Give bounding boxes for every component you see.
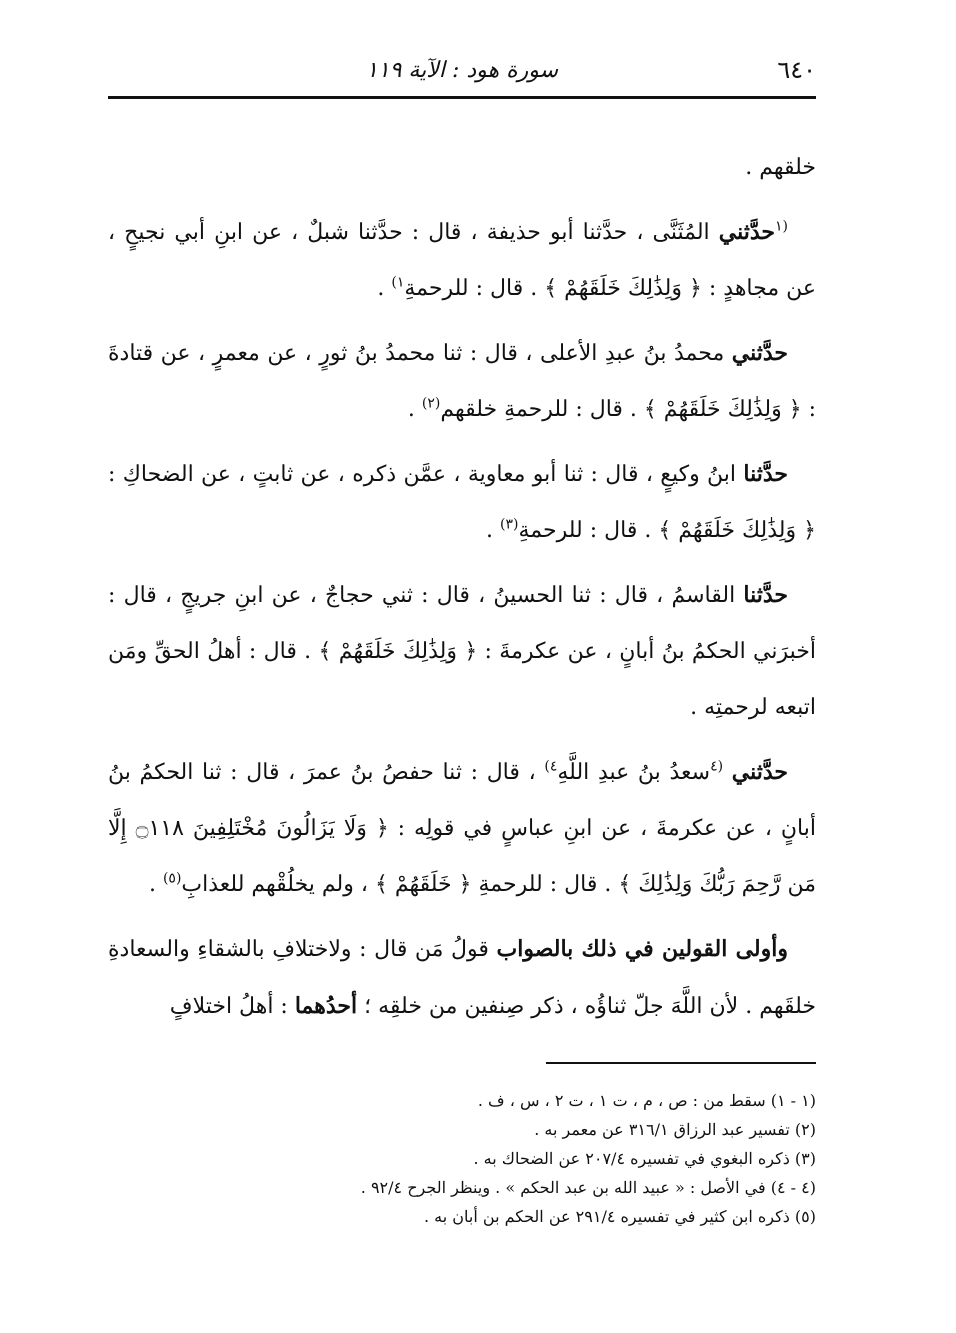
- paragraph-6-text-2: : أهلُ اختلافٍ: [169, 994, 288, 1019]
- footnote-marker-2: (٢): [421, 395, 441, 412]
- paragraph-3-lead: حدَّثنا: [743, 461, 788, 487]
- main-text: [108, 140, 816, 1043]
- paragraph-2-text: محمدُ بنُ عبدِ الأعلى ، قال : ثنا محمدُ بنُ ثورٍ ، عن معمرٍ ، عن قتادةَ : ﴿ وَلِذَٰلِكَ خَلَقَهُمْ ﴾ . قال : للرحمةِ خلقهم: [108, 341, 816, 422]
- paragraph-3: حدَّثنا ابنُ وكيعٍ ، قال : ثنا أبو معاوية ، عمَّن ذكره ، عن ثابتٍ ، عن الضحاكِ : ﴿ وَلِذَٰلِكَ خَلَقَهُمْ ﴾ . قال : للرحمةِ$^{(٣)}$ .: [108, 461, 816, 543]
- paragraph-6-lead: وأولى القولين في ذلك بالصواب: [496, 936, 788, 962]
- header-divider: [108, 96, 816, 99]
- paragraph-5-lead: حدَّثني: [731, 759, 789, 785]
- paragraph-5: حدَّثني $^{(٤}$سعدُ بنُ عبدِ اللَّهِ$^{٤)}$ ، قال : ثنا حفصُ بنُ عمرَ ، قال : ثنا الحكمُ بنُ أبانٍ ، عن عكرمةَ ، عن ابنِ عباسٍ في قولِه : ﴿ وَلَا يَزَالُونَ مُخْتَلِفِينَ ۝١١٨ إِلَّا مَن رَّحِمَ رَبُّكَ وَلِذَٰلِكَ ﴾ . قال : للرحمةِ ﴿ خَلَقَهُمْ ﴾ ، ولم يخلُقْهم للعذابِ$^{(٥)}$ .: [108, 758, 816, 897]
- page-header: [108, 50, 816, 90]
- paragraph-1-text: المُثَنَّى ، حدَّثنا أبو حذيفة ، قال : حدَّثنا شبلٌ ، عن ابنِ أبي نجيحٍ ، عن مجاهدٍ : ﴿ وَلِذَٰلِكَ خَلَقَهُمْ ﴾ . قال : للرحمةِ: [108, 220, 816, 301]
- paragraph-2-lead: حدَّثني: [731, 340, 788, 366]
- paragraph-2: حدَّثني محمدُ بنُ عبدِ الأعلى ، قال : ثنا محمدُ بنُ ثورٍ ، عن معمرٍ ، عن قتادةَ : ﴿ وَلِذَٰلِكَ خَلَقَهُمْ ﴾ . قال : للرحمةِ خلقهم$^{(٢)}$ .: [108, 340, 816, 422]
- paragraph-6-bold: أحدُهما: [294, 993, 358, 1019]
- running-head: سورة هود : الآية ١١٩: [365, 57, 559, 83]
- paragraph-4: [108, 567, 816, 736]
- paragraph-4-text: القاسمُ ، قال : ثنا الحسينُ ، قال : ثني حجاجٌ ، عن ابنِ جريجٍ ، قال : أخبرَني الحكمُ بنُ أبانٍ ، عن عكرمةَ : ﴿ وَلِذَٰلِكَ خَلَقَهُمْ ﴾ . قال : أهلُ الحقِّ ومَن اتبعه لرحمتِه .: [108, 583, 816, 720]
- footnote-marker-5: (٥): [162, 870, 182, 887]
- footnote-divider: [546, 1062, 816, 1064]
- footnote-2: (٢) تفسير عبد الرزاق ٣١٦/١ عن معمر به .: [534, 1120, 816, 1139]
- footnotes: [108, 1086, 816, 1231]
- footnote-marker-3: (٣): [500, 516, 519, 533]
- paragraph-0-text: خلقهم .: [745, 155, 816, 180]
- footnote-4: (٤ - ٤) في الأصل : « عبيد الله بن عبد الحكم » . وينظر الجرح ٩٢/٤ .: [360, 1178, 816, 1197]
- paragraph-5-name: سعدُ بنُ عبدِ اللَّهِ: [557, 760, 711, 785]
- paragraph-6: [108, 921, 816, 1035]
- footnote-marker-4-close: ٤): [544, 758, 558, 775]
- paragraph-6-text-1: قولُ مَن قال : ولاختلافِ بالشقاءِ والسعادةِ خلقَهم . لأن اللَّهَ جلّ ثناؤُه ، ذكر صِنفين من خلقِه ؛: [108, 937, 816, 1019]
- paragraph-1-lead: حدَّثني: [718, 219, 775, 245]
- footnote-marker-1-open: (١: [774, 218, 788, 235]
- paragraph-3-text: ابنُ وكيعٍ ، قال : ثنا أبو معاوية ، عمَّن ذكره ، عن ثابتٍ ، عن الضحاكِ : ﴿ وَلِذَٰلِكَ خَلَقَهُمْ ﴾ . قال : للرحمةِ: [108, 462, 816, 543]
- paragraph-5-text: ، قال : ثنا حفصُ بنُ عمرَ ، قال : ثنا الحكمُ بنُ أبانٍ ، عن عكرمةَ ، عن ابنِ عباسٍ في قولِه : ﴿ وَلَا يَزَالُونَ مُخْتَلِفِينَ ۝١١٨ إِلَّا مَن رَّحِمَ رَبُّكَ وَلِذَٰلِكَ ﴾ . قال : للرحمةِ ﴿ خَلَقَهُمْ ﴾ ، ولم يخلُقْهم للعذابِ: [108, 760, 816, 897]
- paragraph-0: [108, 140, 816, 196]
- footnote-marker-4-open: (٤: [710, 758, 724, 775]
- footnote-1: (١ - ١) سقط من : ص ، م ، ت ١ ، ت ٢ ، س ، ف .: [477, 1091, 816, 1110]
- paragraph-1: $^{(١}$حدَّثني المُثَنَّى ، حدَّثنا أبو حذيفة ، قال : حدَّثنا شبلٌ ، عن ابنِ أبي نجيحٍ ، عن مجاهدٍ : ﴿ وَلِذَٰلِكَ خَلَقَهُمْ ﴾ . قال : للرحمةِ$^{١)}$ .: [108, 218, 816, 301]
- footnote-3: (٣) ذكره البغوي في تفسيره ٢٠٧/٤ عن الضحاك به .: [473, 1149, 816, 1168]
- footnote-marker-1-close: ١): [391, 274, 405, 291]
- page-number: ٦٤٠: [777, 56, 816, 84]
- paragraph-4-lead: حدَّثنا: [743, 582, 788, 608]
- footnote-5: (٥) ذكره ابن كثير في تفسيره ٢٩١/٤ عن الحكم بن أبان به .: [424, 1207, 816, 1226]
